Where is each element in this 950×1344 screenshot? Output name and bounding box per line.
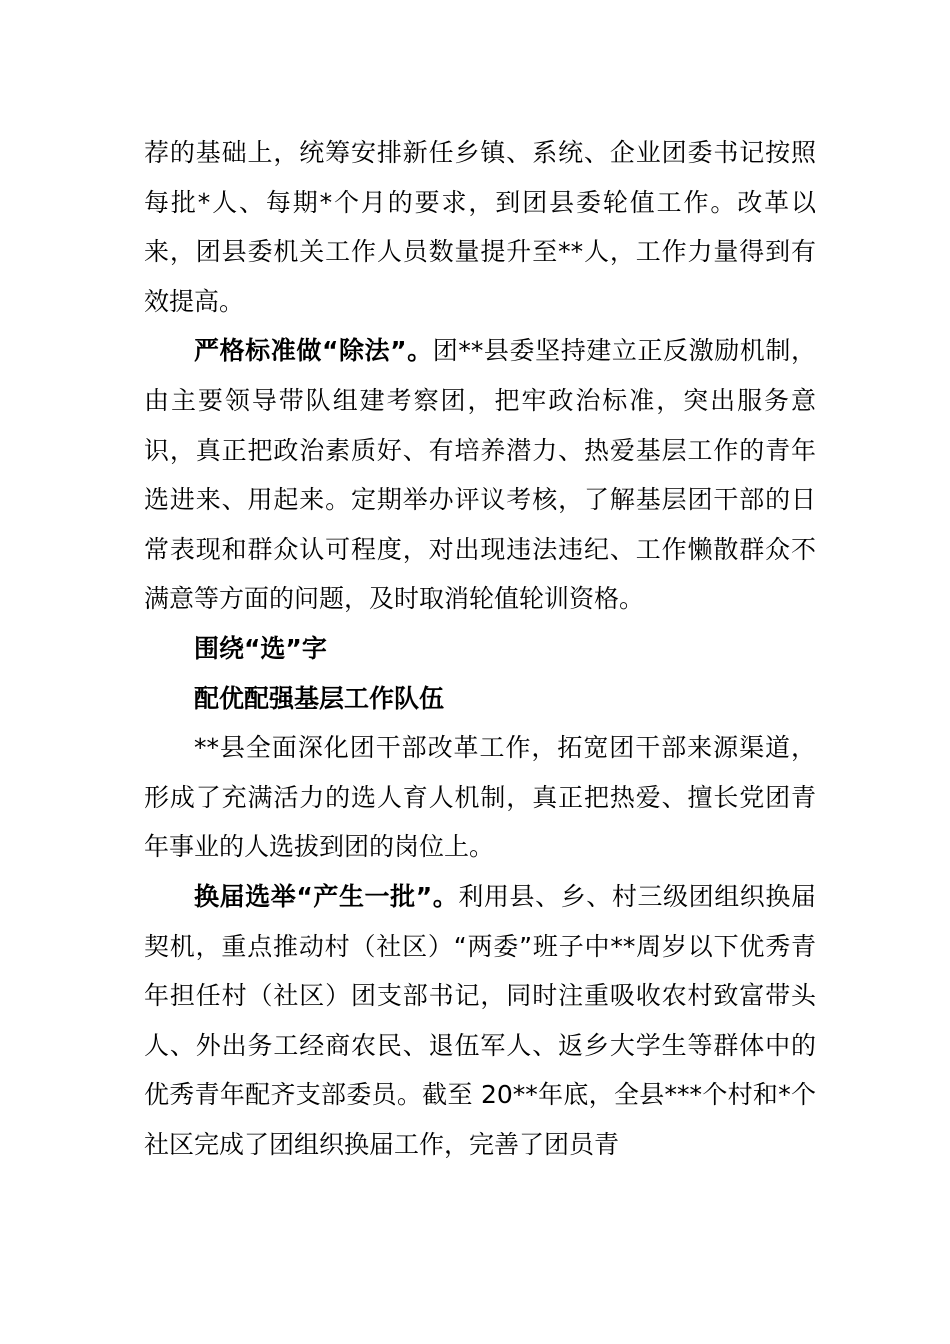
section-subheading-team: [144, 674, 816, 724]
paragraph-text: 团**县委坚持建立正反激励机制，由主要领导带队组建考察团，把牢政治标准，突出服务意识，真正把政治素质好、有培养潜力、热爱基层工作的青年选进来、用起来。定期举办评议考核，了解基层团干部的日常表现和群众认可程度，对出现违法违纪、工作懒散群众不满意等方面的问题，及时取消轮值轮训资格。: [144, 336, 816, 614]
section-subheading-text: 配优配强基层工作队伍: [194, 683, 445, 713]
paragraph-heading: 换届选举“产生一批”。: [194, 881, 459, 911]
paragraph-heading: 严格标准做“除法”。: [194, 336, 433, 366]
section-heading-text: 围绕“选”字: [194, 633, 327, 663]
document-body: [144, 128, 816, 1169]
paragraph-continuation: [144, 128, 816, 326]
paragraph-strict-standards: [144, 326, 816, 624]
paragraph-text: 利用县、乡、村三级团组织换届契机，重点推动村（社区）“两委”班子中**周岁以下优秀青年担任村（社区）团支部书记，同时注重吸收农村致富带头人、外出务工经商农民、退伍军人、返乡大学生等群体中的优秀青年配齐支部委员。截至 20**年底，全县***个村和*个社区完成了团组织换届工作，完善了团员青: [144, 881, 816, 1159]
paragraph-text: **县全面深化团干部改革工作，拓宽团干部来源渠道，形成了充满活力的选人育人机制，真正把热爱、擅长党团青年事业的人选拔到团的岗位上。: [144, 733, 816, 862]
paragraph-reform: [144, 723, 816, 872]
paragraph-text: 荐的基础上，统筹安排新任乡镇、系统、企业团委书记按照每批*人、每期*个月的要求，到团县委轮值工作。改革以来，团县委机关工作人员数量提升至**人，工作力量得到有效提高。: [144, 138, 816, 316]
paragraph-election: [144, 872, 816, 1170]
section-heading-select: [144, 624, 816, 674]
